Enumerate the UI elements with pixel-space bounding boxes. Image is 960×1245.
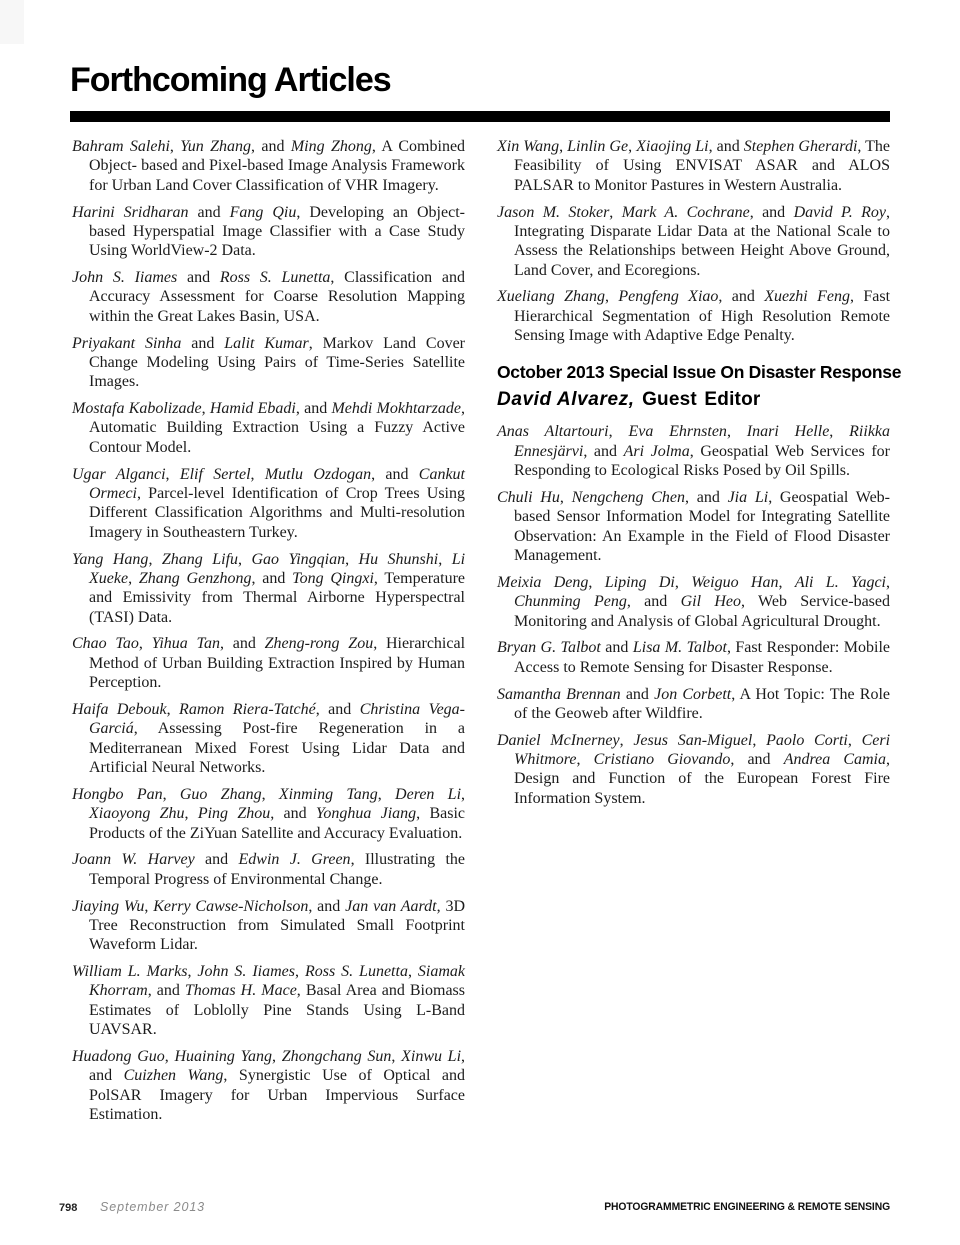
article-title-text: ,: [166, 700, 180, 718]
article-title-text: ,: [608, 423, 629, 441]
article-title-text: , and: [89, 1047, 466, 1085]
article-title-text: , Geospatial Web Services for Responding to Ecological Risks Posed by Oil Spills.: [514, 442, 891, 480]
article-entry: [72, 700, 465, 777]
author-name: Xueliang Zhang: [497, 288, 606, 306]
author-name: Xin Wang: [497, 138, 560, 155]
author-name: Cuizhen Wang: [123, 1067, 224, 1085]
author-name: Jason M. Stoker: [497, 203, 610, 221]
article-title-text: , 3D Tree Reconstruction from Simulated Small Footprint Waveform Lidar.: [89, 897, 466, 954]
article-title-text: ,: [250, 465, 265, 483]
guest-editor-role: Guest Editor: [634, 389, 761, 411]
article-title-text: ,: [295, 963, 305, 981]
article-title-text: ,: [407, 963, 418, 981]
author-name: Anas Altartouri: [497, 423, 609, 441]
author-name: Lalit Kumar: [224, 334, 309, 352]
author-name: Huaining Yang: [174, 1047, 273, 1065]
article-title-text: , and: [251, 138, 291, 155]
author-name: Nengcheng Chen: [571, 488, 686, 506]
author-name: Meixia Deng: [497, 573, 589, 591]
article-title-text: ,: [169, 138, 181, 155]
article-title-text: , Synergistic Use of Optical and PolSAR Imagery for Urban Impervious Surface Estimation.: [89, 1067, 466, 1123]
article-title-text: ,: [576, 751, 594, 769]
article-title-text: and: [194, 851, 239, 869]
author-name: Gao Yingqian: [251, 550, 346, 568]
article-entry: [72, 399, 465, 457]
author-name: Ross S. Lunetta: [304, 963, 408, 981]
article-title-text: , Web Service-based Monitoring and Analysis of Global Agricultural Drought.: [514, 593, 891, 630]
article-title-text: ,: [559, 138, 568, 155]
article-title-text: ,: [165, 465, 180, 483]
article-entry: [497, 203, 890, 280]
author-name: Jiaying Wu: [72, 897, 145, 915]
author-name: Ross S. Lunetta: [219, 269, 331, 287]
article-title-text: , and: [749, 203, 794, 221]
author-name: Inari Helle: [746, 423, 830, 441]
author-name: Mark A. Cochrane: [621, 203, 750, 221]
author-name: Jia Li: [727, 488, 769, 506]
article-title-text: ,: [148, 550, 162, 568]
articles-right-top-group: [497, 137, 890, 345]
article-title-text: ,: [345, 550, 359, 568]
author-name: Elif Sertel: [179, 465, 251, 483]
author-name: Xinming Tang: [278, 785, 378, 803]
article-entry: [72, 550, 465, 627]
author-name: Linlin Ge: [567, 138, 629, 155]
author-name: Cristiano Giovando: [593, 751, 731, 769]
article-title-text: , and: [718, 288, 765, 306]
author-name: Eva Ehrnsten: [628, 423, 727, 441]
article-title-text: ,: [726, 423, 747, 441]
article-title-text: ,: [619, 731, 634, 749]
author-name: Gil Heo: [680, 593, 742, 611]
author-name: John S. Iiames: [197, 963, 296, 981]
author-name: Stephen Gherardi: [743, 138, 858, 155]
author-name: Zhongchang Sun: [281, 1047, 392, 1065]
author-name: Bryan G. Talbot: [497, 639, 601, 657]
title-rule: [70, 111, 890, 122]
author-name: Priyakant Sinha: [72, 334, 182, 352]
article-title-text: , and: [308, 897, 346, 915]
article-title-text: , Basic Products of the ZiYuan Satellite and Accuracy Evaluation.: [89, 805, 466, 842]
article-entry: [497, 488, 890, 565]
author-name: Ari Jolma: [623, 442, 690, 460]
article-entry: [72, 897, 465, 955]
article-title-text: , and: [147, 982, 185, 1000]
author-name: Harini Sridharan: [72, 203, 189, 221]
author-name: Guo Zhang: [179, 785, 262, 803]
article-entry: [497, 573, 890, 631]
article-title-text: , Fast Responder: Mobile Access to Remote Sensing for Disaster Response.: [514, 639, 891, 676]
guest-editor-name: David Alvarez,: [497, 389, 635, 411]
articles-right-bottom-group: [497, 422, 890, 808]
author-name: Zheng-rong Zou: [264, 635, 374, 653]
article-title-text: and: [177, 269, 220, 287]
article-title-text: ,: [588, 573, 605, 591]
article-title-text: , Hierarchical Method of Urban Building Extraction Inspired by Human Perception.: [89, 635, 466, 692]
article-title-text: , and: [371, 465, 419, 483]
article-title-text: , and: [626, 593, 681, 611]
article-title-text: , and: [270, 805, 316, 823]
article-title-text: ,: [201, 400, 210, 418]
article-title-text: , and: [685, 488, 728, 506]
author-name: Xuezhi Feng: [764, 288, 850, 306]
author-name: Hu Shunshi: [358, 550, 439, 568]
author-name: Xinwu Li: [401, 1047, 462, 1065]
article-columns: [72, 137, 902, 1132]
article-entry: [72, 268, 465, 326]
special-issue-heading: October 2013 Special Issue On Disaster Response: [497, 362, 902, 383]
article-entry: [497, 137, 890, 195]
author-name: Yang Hang: [72, 550, 149, 568]
article-title-text: , Parcel-level Identification of Crop Trees Using Different Classification Algorithms and Multi-resolution Imagery in Southeastern Turkey.: [89, 485, 465, 541]
author-name: Mutlu Ozdogan: [264, 465, 372, 483]
article-title-text: ,: [847, 731, 862, 749]
author-name: Kerry Cawse-Nicholson: [153, 897, 309, 915]
author-name: Riikka Ennesjärvi: [514, 423, 891, 460]
article-title-text: , and: [730, 751, 784, 769]
article-title-text: , Markov Land Cover Change Modeling Using Pairs of Time-Series Satellite Images.: [89, 334, 465, 391]
author-name: Siamak Khorram: [89, 963, 465, 1000]
article-title-text: , Automatic Building Extraction Using a Fuzzy Active Contour Model.: [89, 400, 465, 456]
author-name: Lisa M. Talbot: [632, 639, 727, 657]
author-name: Hongbo Pan: [72, 785, 163, 803]
article-title-text: ,: [674, 573, 692, 591]
article-title-text: ,: [886, 573, 891, 591]
author-name: Weiguo Han: [691, 573, 779, 591]
author-name: Zhang Lifu: [161, 550, 239, 568]
article-entry: [497, 731, 890, 808]
article-title-text: ,: [609, 203, 622, 221]
author-name: Christina Vega-Garciá: [89, 700, 466, 738]
article-title-text: ,: [128, 569, 139, 587]
article-title-text: , and: [219, 635, 265, 653]
author-name: Joann W. Harvey: [72, 851, 195, 869]
article-title-text: , Illustrating the Temporal Progress of Environmental Change.: [89, 851, 465, 888]
issue-date: September 2013: [100, 1200, 206, 1214]
article-title-text: , Integrating Disparate Lidar Data at the National Scale to Assess the Relationships between Height Above Ground, Land Cover, and Ecoregions.: [514, 203, 891, 279]
author-name: Huadong Guo: [72, 1047, 165, 1065]
author-name: Fang Qiu: [229, 203, 297, 221]
article-entry: [72, 850, 465, 889]
author-name: Liping Di: [604, 573, 675, 591]
article-title-text: ,: [164, 1047, 175, 1065]
author-name: Xiaoyong Zhu: [89, 805, 185, 823]
article-title-text: and: [181, 334, 225, 352]
article-title-text: ,: [559, 488, 572, 506]
author-name: William L. Marks: [72, 963, 188, 981]
author-name: John S. Iiames: [72, 269, 178, 287]
article-entry: [72, 785, 465, 843]
article-title-text: , Design and Function of the European Forest Fire Information System.: [514, 751, 890, 807]
article-entry: [497, 638, 890, 677]
author-name: Cankut Ormeci: [89, 465, 465, 502]
article-title-text: ,: [144, 897, 154, 915]
article-entry: [497, 685, 890, 724]
author-name: Mehdi Mokhtarzade: [331, 400, 461, 418]
author-name: Jon Corbett: [654, 685, 732, 703]
author-name: Chunming Peng: [514, 593, 627, 611]
article-entry: [72, 465, 465, 542]
author-name: Pengfeng Xiao: [618, 288, 719, 306]
author-name: Yihua Tan: [151, 635, 220, 653]
author-name: Thomas H. Mace: [184, 982, 297, 1000]
article-title-text: and: [188, 203, 230, 221]
article-title-text: ,: [187, 963, 198, 981]
article-entry: [72, 1047, 465, 1124]
author-name: Mostafa Kabolizade: [72, 400, 202, 418]
author-name: Zhang Genzhong: [138, 569, 252, 587]
article-title-text: ,: [162, 785, 180, 803]
author-name: Paolo Corti: [766, 731, 848, 749]
journal-name: PHOTOGRAMMETRIC ENGINEERING & REMOTE SENSING: [604, 1201, 890, 1213]
author-name: Bahram Salehi: [72, 138, 170, 155]
author-name: David P. Roy: [793, 203, 887, 221]
article-entry: [72, 203, 465, 261]
page-number: 798: [59, 1202, 78, 1214]
author-name: Ping Zhou: [197, 805, 271, 823]
article-entry: [72, 962, 465, 1039]
article-title-text: ,: [272, 1047, 282, 1065]
author-name: Jan van Aardt: [345, 897, 437, 915]
article-entry: [497, 422, 890, 480]
article-title-text: , The Feasibility of Using ENVISAT ASAR and ALOS PALSAR to Monitor Pastures in Western Australia.: [514, 138, 891, 194]
article-title-text: ,: [391, 1047, 402, 1065]
article-title-text: ,: [184, 805, 198, 823]
author-name: Chao Tao: [72, 635, 139, 653]
article-title-text: , Assessing Post-fire Regeneration in a Mediterranean Mixed Forest Using Lidar Data and Artificial Neural Networks.: [89, 720, 465, 776]
guest-editor-line: [497, 387, 890, 413]
author-name: Tong Qingxi: [292, 569, 374, 587]
article-title-text: , A Combined Object- based and Pixel-based Image Analysis Framework for Urban Land Cover Classification of VHR Imagery.: [89, 138, 466, 194]
article-title-text: ,: [605, 288, 619, 306]
article-title-text: ,: [752, 731, 767, 749]
author-name: Hamid Ebadi: [209, 400, 296, 418]
article-title-text: ,: [461, 785, 466, 803]
article-title-text: and: [600, 639, 633, 657]
article-title-text: ,: [628, 138, 637, 155]
author-name: Ming Zhong: [290, 138, 372, 155]
article-title-text: ,: [778, 573, 795, 591]
special-issue-heading-block: [497, 360, 902, 413]
article-title-text: , and: [295, 400, 332, 418]
article-title-text: , and: [708, 138, 744, 155]
author-name: Ali L. Yagci: [794, 573, 887, 591]
author-name: Edwin J. Green: [238, 851, 351, 869]
article-title-text: ,: [138, 635, 152, 653]
page-title: Forthcoming Articles: [70, 61, 391, 99]
article-entry: [72, 137, 465, 195]
article-title-text: , and: [583, 442, 624, 460]
article-title-text: ,: [377, 785, 396, 803]
article-title-text: , and: [315, 700, 360, 718]
article-title-text: , Geospatial Web-based Sensor Information Model for Integrating Satellite Observation: An Example in the Field of Flood Disaster Management.: [514, 488, 891, 564]
article-title-text: , and: [251, 569, 293, 587]
author-name: Yonghua Jiang: [315, 805, 417, 823]
author-name: Li Xueke: [89, 550, 466, 587]
author-name: Chuli Hu: [497, 488, 560, 506]
page-footer: [0, 1198, 960, 1220]
author-name: Samantha Brennan: [497, 685, 621, 703]
article-title-text: ,: [261, 785, 279, 803]
article-title-text: and: [620, 685, 655, 703]
article-title-text: , Basal Area and Biomass Estimates of Loblolly Pine Stands Using L-Band UAVSAR.: [89, 982, 465, 1039]
page-corner-artifact: [0, 0, 24, 44]
article-title-text: ,: [438, 550, 452, 568]
author-name: Yun Zhang: [180, 138, 251, 155]
articles-right-column: [497, 137, 902, 1132]
article-title-text: , Developing an Object-based Hyperspatial Image Classifier with a Case Study Using WorldView-2 Data.: [89, 203, 465, 260]
author-name: Andrea Camia: [783, 751, 886, 769]
author-name: Daniel McInerney: [497, 731, 620, 749]
article-entry: [72, 634, 465, 692]
author-name: Ceri Whitmore: [514, 731, 891, 769]
article-entry: [497, 287, 890, 345]
author-name: Haifa Debouk: [72, 700, 167, 718]
article-entry: [72, 334, 465, 392]
author-name: Ramon Riera-Tatché: [179, 700, 316, 718]
article-title-text: ,: [238, 550, 252, 568]
author-name: Xiaojing Li: [636, 138, 709, 155]
article-title-text: ,: [829, 423, 850, 441]
article-title-text: , Fast Hierarchical Segmentation of High Resolution Remote Sensing Image with Adaptive Edge Penalty.: [514, 288, 891, 345]
article-title-text: , Classification and Accuracy Assessment for Coarse Resolution Mapping within the Great Lakes Basin, USA.: [89, 269, 465, 325]
author-name: Deren Li: [395, 785, 462, 803]
article-title-text: , Temperature and Emissivity from Thermal Airborne Hyperspectral (TASI) Data.: [89, 569, 466, 626]
article-title-text: , A Hot Topic: The Role of the Geoweb after Wildfire.: [514, 685, 890, 722]
author-name: Jesus San-Miguel: [633, 731, 753, 749]
author-name: Ugar Alganci: [72, 465, 166, 483]
articles-left-column: [72, 137, 465, 1132]
